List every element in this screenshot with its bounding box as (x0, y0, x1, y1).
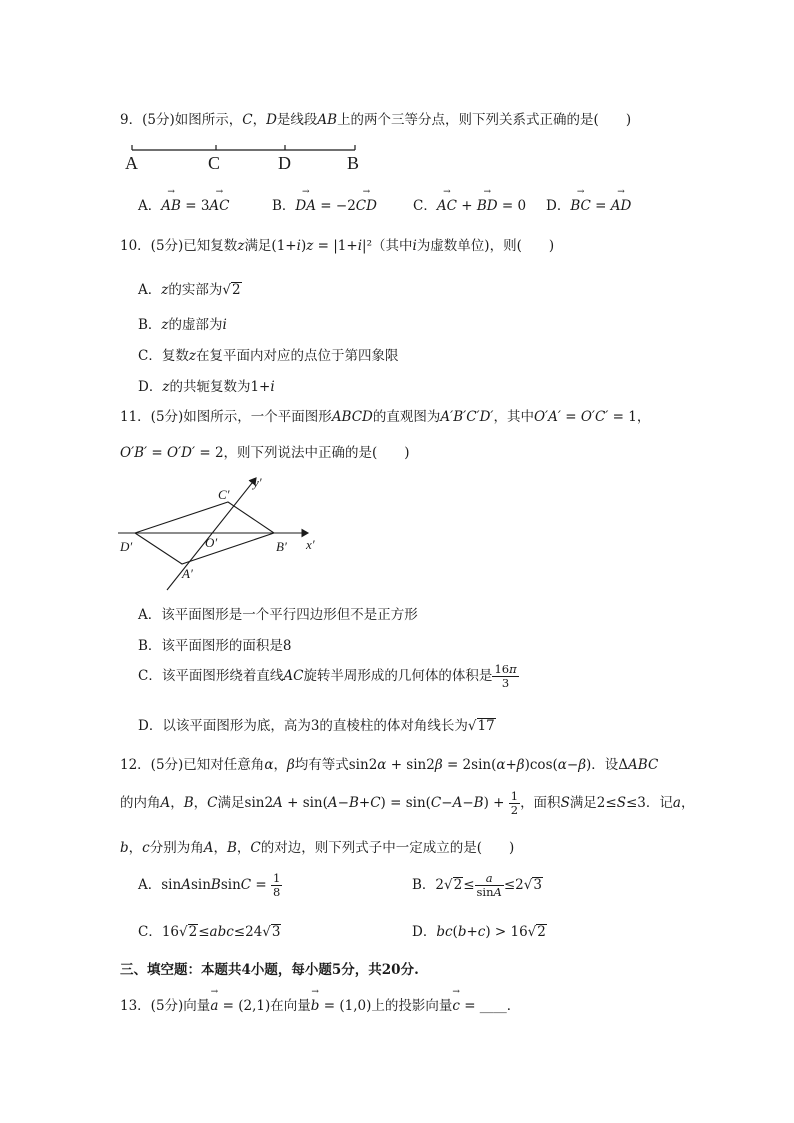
q12-stem-line1: 12．(5分)已知对任意角α，β均有等式sin2α + sin2β = 2sin(α+β)cos(α−β)．设ΔABC (120, 757, 659, 773)
q11-label-x: x′ (306, 537, 315, 552)
q9-point-b: B (347, 153, 360, 173)
q9-segment-figure (118, 138, 378, 178)
q11-option-c: C．该平面图形绕着直线AC旋转半周形成的几何体的体积是 $\frac{16\pi}{3}$ (138, 662, 517, 690)
q9-option-b: B．→ DA = −2→ CD (272, 194, 377, 214)
q11-label-y: y′ (253, 475, 262, 490)
q13-stem: 13．(5分)向量→ a = (2,1)在向量→ b = (1,0)上的投影向量→ c = ____． (120, 994, 520, 1014)
q12-option-c: C．16√2≤abc≤24√3 (138, 924, 281, 940)
q9-point-c: C (208, 153, 221, 173)
q10-option-a: A．z的实部为√2 (138, 282, 241, 298)
q9-option-c: C．→ AC + → BD = 0 (413, 194, 526, 214)
q11-option-d: D．以该平面图形为底，高为3的直棱柱的体对角线长为√17 (138, 718, 495, 734)
q9-stem: 9．(5分)如图所示，C，D是线段AB上的两个三等分点，则下列关系式正确的是( ) (120, 112, 632, 128)
q12-stem-line3: b，c分别为角A，B，C的对边，则下列式子中一定成立的是( ) (120, 840, 515, 856)
q11-stem-line2: O′B′ = O′D′ = 2，则下列说法中正确的是( ) (120, 445, 410, 461)
q11-option-a: A．该平面图形是一个平行四边形但不是正方形 (138, 607, 418, 623)
q11-option-b: B．该平面图形的面积是8 (138, 638, 292, 654)
section-3-heading: 三、填空题：本题共4小题，每小题5分，共20分. (120, 962, 419, 978)
q11-label-a: A′ (182, 566, 193, 581)
q11-stem-line1: 11．(5分)如图所示，一个平面图形ABCD的直观图为A′B′C′D′，其中O′A′ = O′C′ = 1， (120, 409, 651, 425)
q11-label-o: O′ (205, 535, 218, 550)
q10-option-c: C．复数z在复平面内对应的点位于第四象限 (138, 348, 399, 364)
q12-option-b: B．2√2≤ $\frac{a}{\sin A}$ ≤2√3 (412, 871, 542, 899)
q12-option-d: D．bc(b+c) > 16√2 (412, 924, 546, 940)
q11-label-d: D′ (120, 539, 133, 554)
q10-option-d: D．z的共轭复数为1+i (138, 379, 275, 395)
q9-point-d: D (278, 153, 291, 173)
q12-option-a: A．sinAsinBsinC = $\frac{1}{8}$ (138, 871, 281, 899)
q10-stem: 10．(5分)已知复数z满足(1+i)z = |1+i|²（其中i为虚数单位)，则( ) (120, 238, 555, 254)
q10-option-b: B．z的虚部为i (138, 317, 227, 333)
q11-label-b: B′ (276, 539, 287, 554)
q9-option-a: A．→ AB = 3→ AC (138, 194, 230, 214)
q11-label-c: C′ (218, 487, 230, 502)
q9-option-d: D．→ BC = → AD (546, 194, 631, 214)
q9-point-a: A (125, 153, 138, 173)
q12-stem-line2: 的内角A，B，C满足sin2A + sin(A−B+C) = sin(C−A−B) + $\frac{1}{2}$ ，面积S满足2≤S≤3．记a， (120, 789, 695, 817)
